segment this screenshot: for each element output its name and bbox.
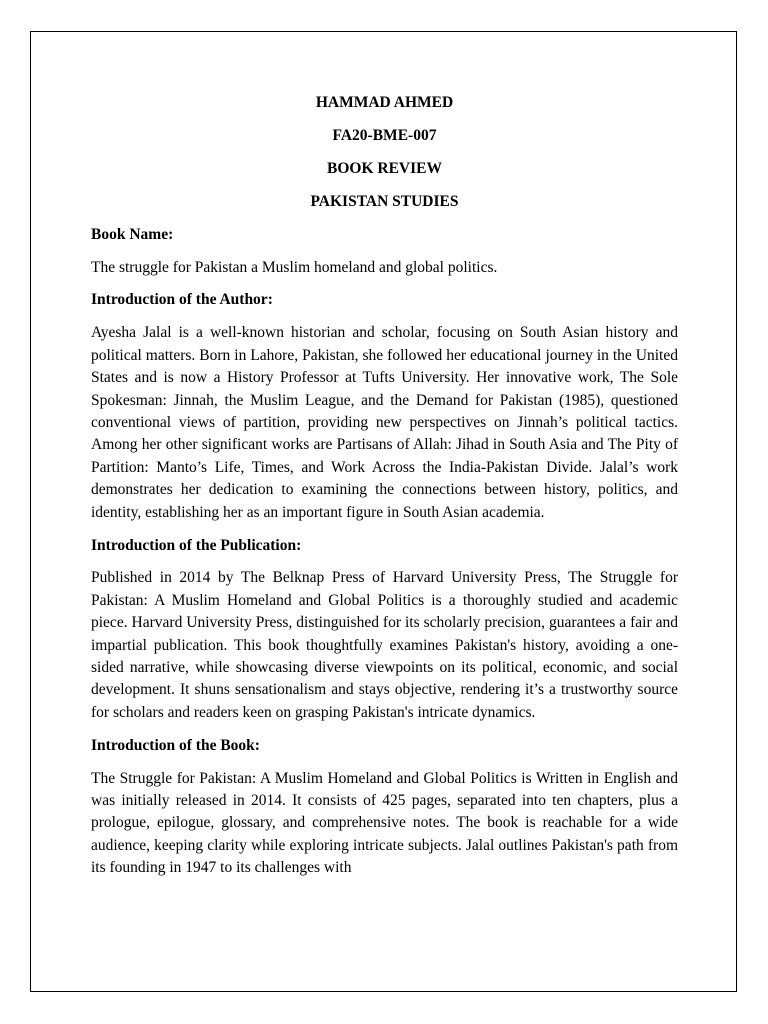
- publication-intro-text: Published in 2014 by The Belknap Press of Harvard University Press, The Struggle for Pakistan: A Muslim Homeland and Global Politics is a thoroughly studied and academic piece. Harvard University Press, distinguished for its scholarly precision, guarantees a fair and impartial publication. This book thoughtfully examines Pakistan's history, avoiding a one-sided narrative, while showcasing diverse viewpoints on its political, economic, and social development. It shuns sensationalism and stays objective, rendering it’s a trustworthy source for scholars and readers keen on grasping Pakistan's intricate dynamics.: [91, 569, 678, 721]
- book-name-text: The struggle for Pakistan a Muslim homeland and global politics.: [91, 258, 498, 276]
- book-name-heading: Book Name:: [91, 225, 174, 243]
- author-intro-heading: Introduction of the Author:: [91, 291, 273, 309]
- subject-title: PAKISTAN STUDIES: [310, 192, 459, 210]
- document-type: BOOK REVIEW: [327, 159, 442, 177]
- book-intro-heading: Introduction of the Book:: [91, 736, 260, 754]
- publication-intro-heading: Introduction of the Publication:: [91, 536, 302, 554]
- author-intro-text: Ayesha Jalal is a well-known historian and scholar, focusing on South Asian history and political matters. Born in Lahore, Pakistan, she followed her educational journey in the United States and is now a History Professor at Tufts University. Her innovative work, The Sole Spokesman: Jinnah, the Muslim League, and the Demand for Pakistan (1985), questioned conventional views of partition, providing new perspectives on Jinnah’s political tactics. Among her other significant works are Partisans of Allah: Jihad in South Asia and The Pity of Partition: Manto’s Life, Times, and Work Across the India-Pakistan Divide. Jalal’s work demonstrates her dedication to examining the connections between history, politics, and identity, establishing her as an important figure in South Asian academia.: [91, 324, 678, 521]
- book-intro-text: The Struggle for Pakistan: A Muslim Homeland and Global Politics is Written in English and was initially released in 2014. It consists of 425 pages, separated into ten chapters, plus a prologue, epilogue, glossary, and comprehensive notes. The book is reachable for a wide audience, keeping clarity while exploring intricate subjects. Jalal outlines Pakistan's path from its founding in 1947 to its challenges with: [91, 769, 678, 877]
- registration-number: FA20-BME-007: [332, 126, 437, 144]
- author-name: HAMMAD AHMED: [315, 94, 454, 111]
- document-body: [91, 92, 678, 890]
